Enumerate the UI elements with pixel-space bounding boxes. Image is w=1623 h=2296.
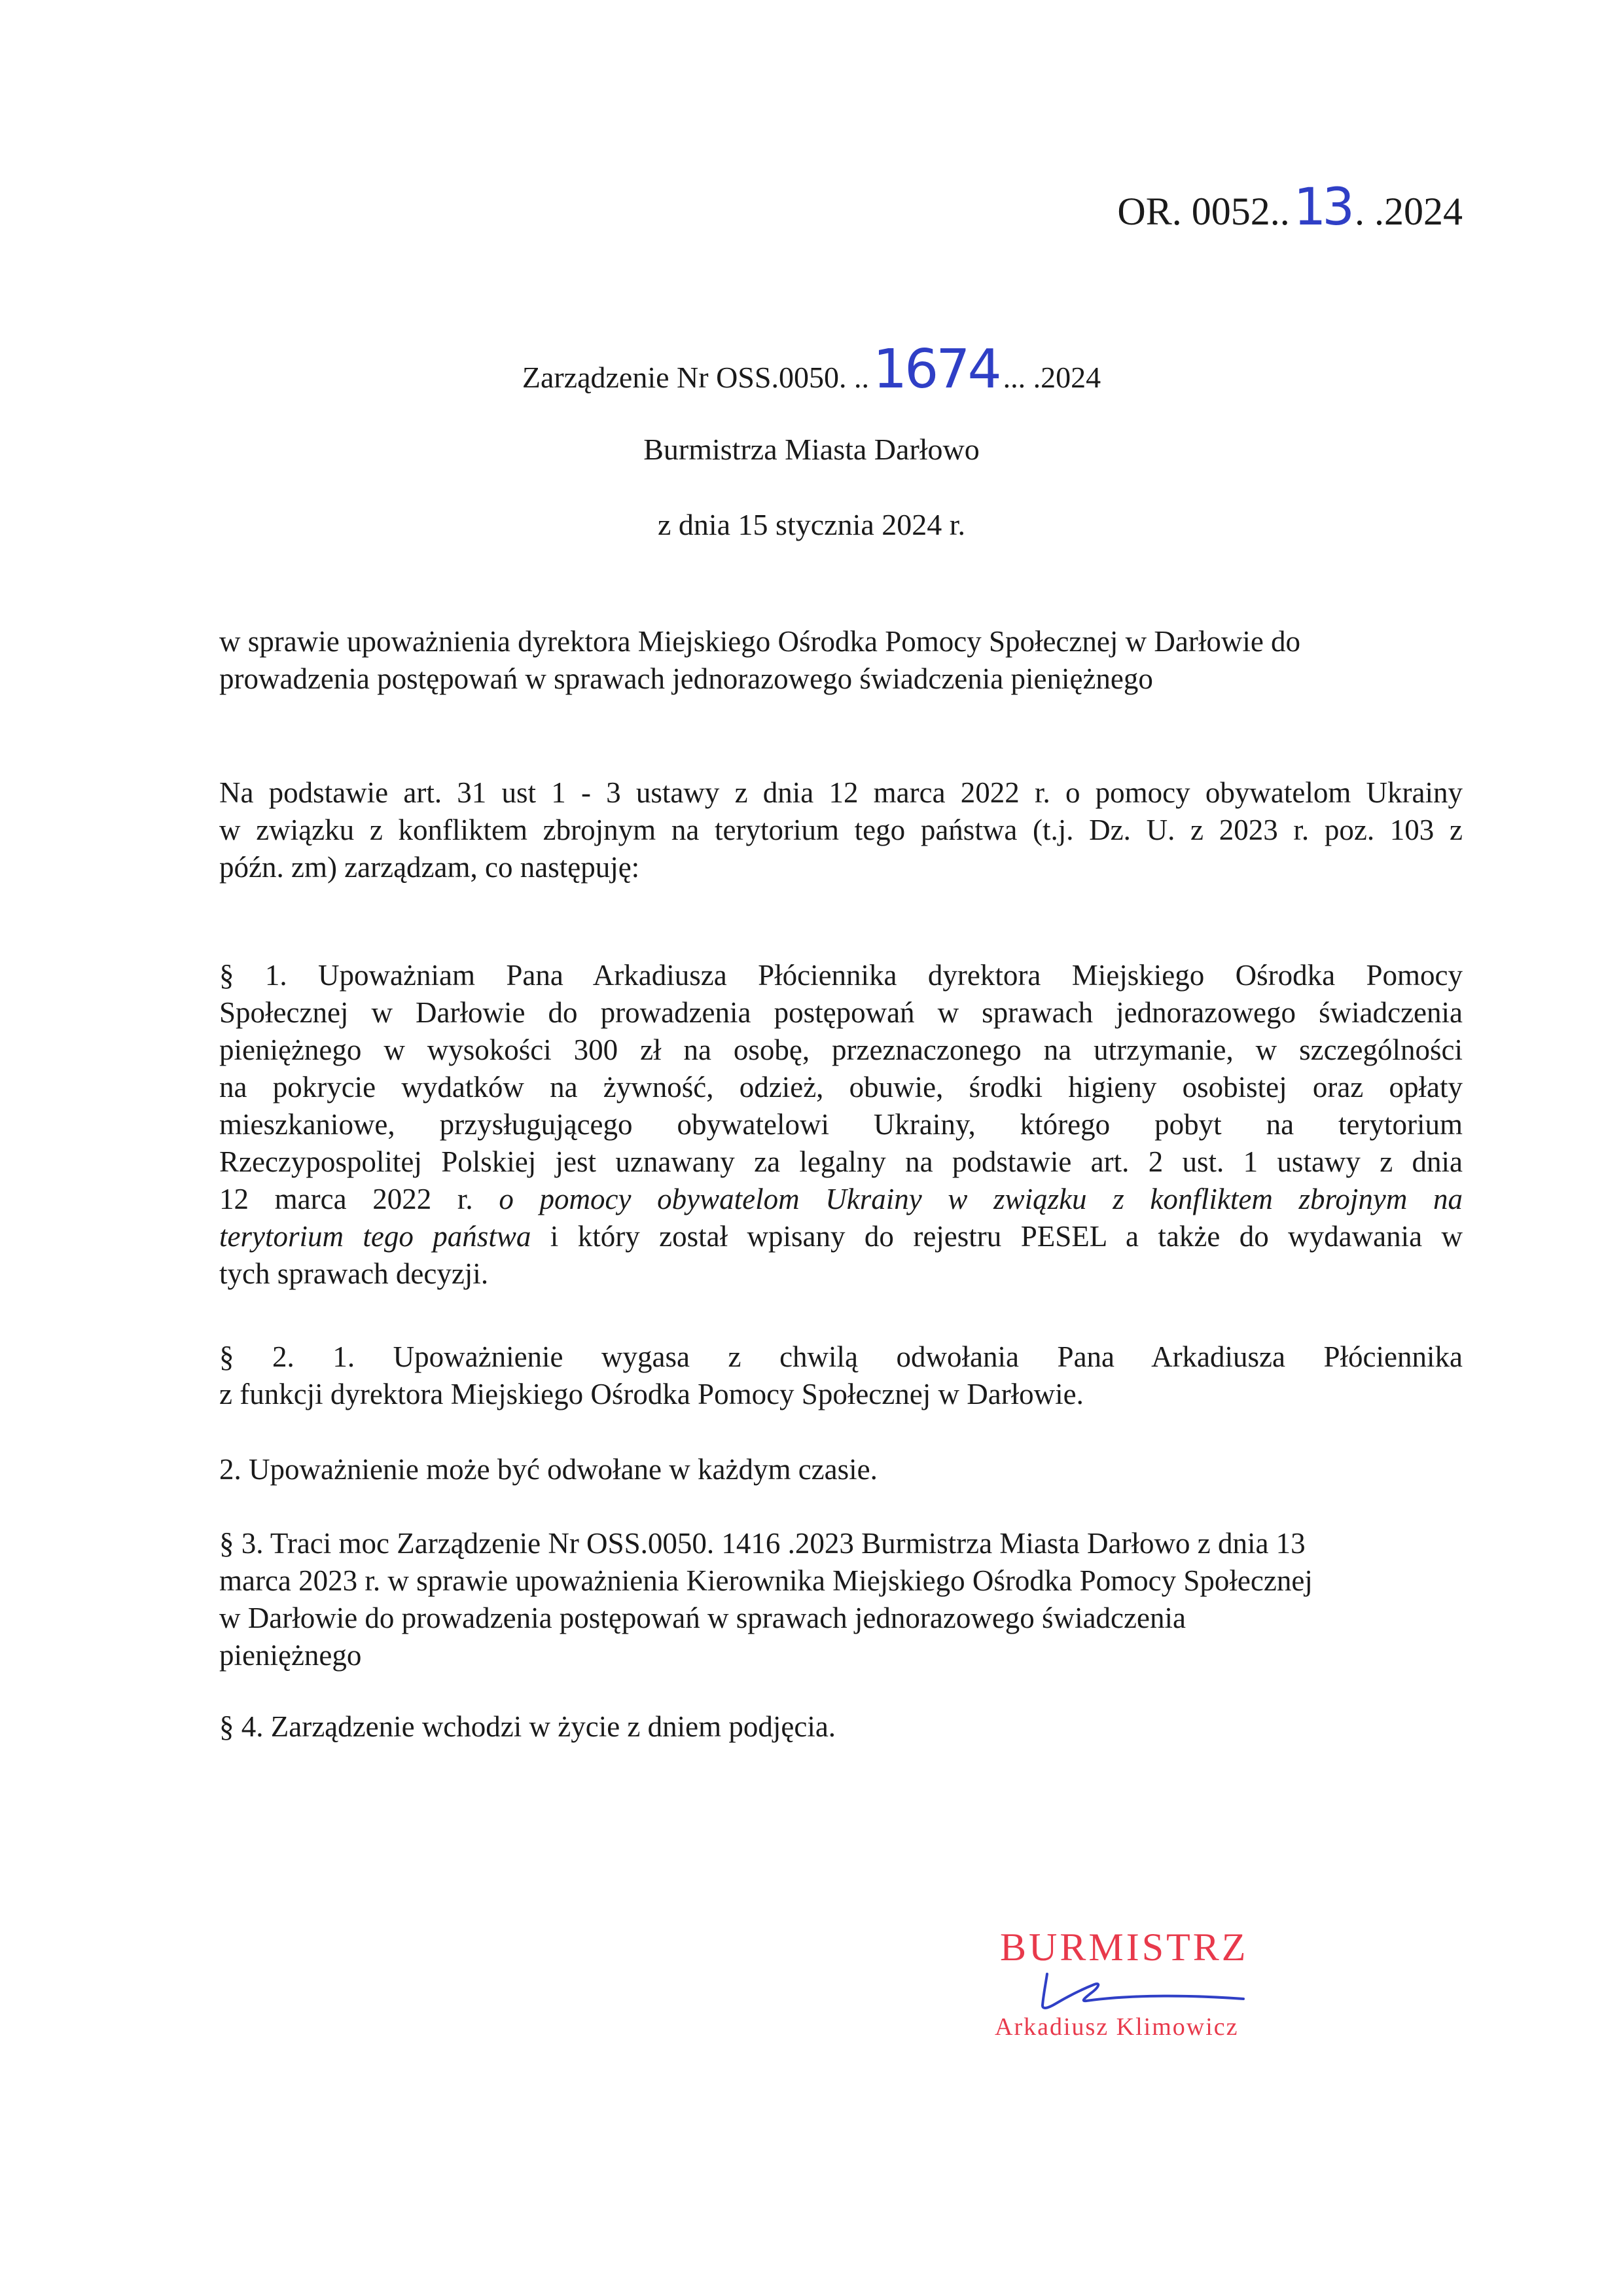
act-date-text: 12 marca 2022 r. bbox=[219, 1183, 499, 1215]
section-1-line: na pokrycie wydatków na żywność, odzież, obuwie, środki higieny osobistej oraz opłaty bbox=[219, 1071, 1463, 1103]
section-1-line: pieniężnego w wysokości 300 zł na osobę, przeznaczonego na utrzymanie, w szczególności bbox=[219, 1033, 1463, 1066]
legal-basis-line: późn. zm) zarządzam, co następuję: bbox=[219, 851, 640, 884]
subject bbox=[219, 623, 1463, 698]
section-3-line: § 3. Traci moc Zarządzenie Nr OSS.0050. 1416 .2023 Burmistrza Miasta Darłowo z dnia 13 bbox=[219, 1527, 1306, 1560]
document-title bbox=[0, 331, 1623, 417]
reference-suffix: . .2024 bbox=[1355, 190, 1463, 233]
section-1-line bbox=[219, 1181, 1463, 1218]
title-suffix: ... .2024 bbox=[1003, 361, 1101, 394]
act-title-italic: o pomocy obywatelom Ukrainy w związku z konfliktem zbrojnym na bbox=[499, 1183, 1463, 1215]
section-3-line: pieniężnego bbox=[219, 1639, 362, 1672]
stamp-name: Arkadiusz Klimowicz bbox=[995, 2013, 1239, 2041]
pesel-text: i który został wpisany do rejestru PESEL a także do wydawania w bbox=[531, 1220, 1463, 1253]
section-2-point-2: 2. Upoważnienie może być odwołane w każdym czasie. bbox=[219, 1453, 878, 1486]
section-2 bbox=[219, 1338, 1463, 1413]
section-2-line: § 2. 1. Upoważnienie wygasa z chwilą odwołania Pana Arkadiusza Płóciennika bbox=[219, 1340, 1463, 1373]
section-1-line: Społecznej w Darłowie do prowadzenia postępowań w sprawach jednorazowego świadczenia bbox=[219, 996, 1463, 1029]
mayor-stamp bbox=[995, 1924, 1361, 2042]
subject-line: prowadzenia postępowań w sprawach jednorazowego świadczenia pieniężnego bbox=[219, 662, 1153, 695]
handwritten-order-number: 1674 bbox=[872, 338, 999, 401]
section-1-line: tych sprawach decyzji. bbox=[219, 1257, 489, 1290]
stamp-title: BURMISTRZ bbox=[1000, 1926, 1249, 1969]
section-3-line: marca 2023 r. w sprawie upoważnienia Kierownika Miejskiego Ośrodka Pomocy Społecznej bbox=[219, 1564, 1313, 1597]
title-prefix: Zarządzenie Nr OSS.0050. .. bbox=[522, 361, 869, 394]
reference-number bbox=[1117, 171, 1463, 247]
issuer: Burmistrza Miasta Darłowo bbox=[643, 433, 980, 466]
act-title-italic-cont: terytorium tego państwa bbox=[219, 1220, 531, 1253]
handwritten-reference-number: 13 bbox=[1293, 178, 1351, 237]
legal-basis-line: Na podstawie art. 31 ust 1 - 3 ustawy z dnia 12 marca 2022 r. o pomocy obywatelom Ukrainy bbox=[219, 776, 1463, 809]
section-1-line: § 1. Upoważniam Pana Arkadiusza Płóciennika dyrektora Miejskiego Ośrodka Pomocy bbox=[219, 959, 1463, 992]
section-4: § 4. Zarządzenie wchodzi w życie z dniem podjęcia. bbox=[219, 1710, 836, 1743]
section-3-line: w Darłowie do prowadzenia postępowań w sprawach jednorazowego świadczenia bbox=[219, 1602, 1186, 1634]
legal-basis bbox=[219, 774, 1463, 886]
section-1 bbox=[219, 957, 1463, 1293]
reference-prefix: OR. 0052.. bbox=[1117, 190, 1290, 233]
signature-icon bbox=[1021, 1971, 1296, 2011]
section-3 bbox=[219, 1525, 1463, 1674]
issue-date: z dnia 15 stycznia 2024 r. bbox=[657, 508, 966, 541]
legal-basis-line: w związku z konfliktem zbrojnym na terytorium tego państwa (t.j. Dz. U. z 2023 r. poz. 103 z bbox=[219, 814, 1463, 846]
subject-line: w sprawie upoważnienia dyrektora Miejskiego Ośrodka Pomocy Społecznej w Darłowie do bbox=[219, 625, 1301, 658]
section-2-line: z funkcji dyrektora Miejskiego Ośrodka Pomocy Społecznej w Darłowie. bbox=[219, 1378, 1084, 1410]
section-1-line: Rzeczypospolitej Polskiej jest uznawany za legalny na podstawie art. 2 ust. 1 ustawy z dnia bbox=[219, 1145, 1463, 1178]
section-1-line: mieszkaniowe, przysługującego obywatelowi Ukrainy, którego pobyt na terytorium bbox=[219, 1108, 1463, 1141]
section-1-line bbox=[219, 1218, 1463, 1255]
